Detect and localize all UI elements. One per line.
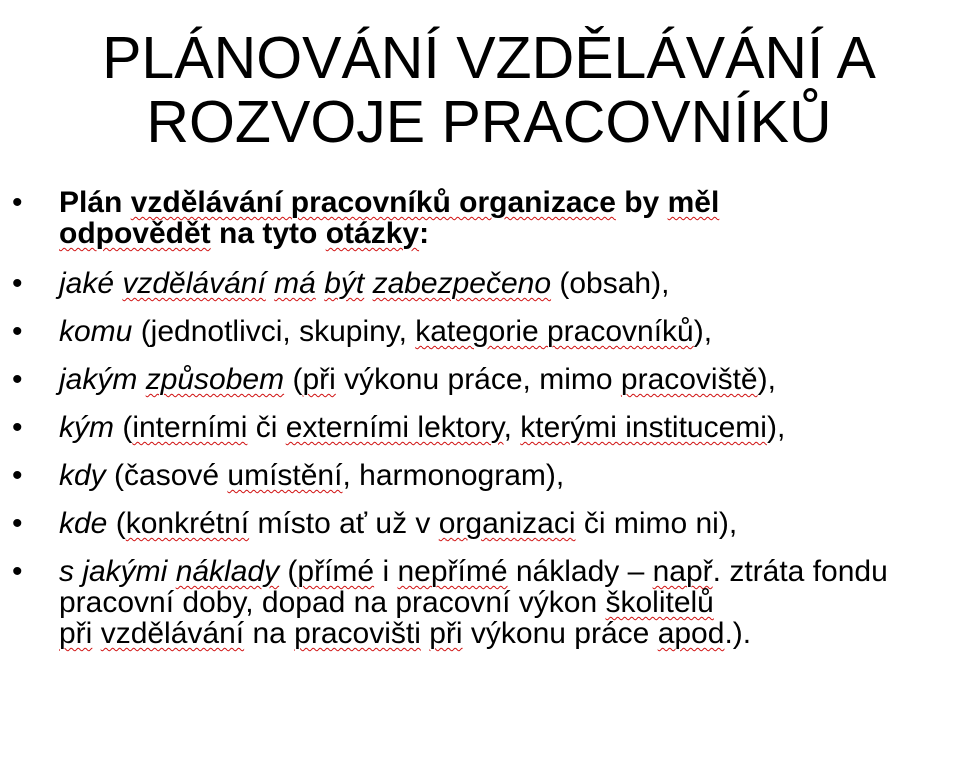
bullet-item-when: • kdy (časové umístění, harmonogram),: [12, 459, 565, 492]
bullet-item-intro: [10, 187, 968, 249]
intro-text: Plán vzdělávání pracovníků organizace by měl odpovědět na tyto otázky:: [59, 186, 720, 250]
bullet-dot: •: [12, 315, 23, 348]
bullet-list: [10, 187, 968, 666]
bullet-item-whom: • komu (jednotlivci, skupiny, kategorie pracovníků),: [12, 315, 713, 348]
bullet-dot: •: [12, 459, 23, 492]
bullet-dot: •: [12, 555, 23, 588]
bullet-dot: •: [12, 186, 23, 219]
bullet-item-method: • jakým způsobem (při výkonu práce, mimo pracoviště),: [12, 363, 776, 396]
bullet-item-by-whom: • kým (interními či externími lektory, kterými institucemi),: [12, 411, 786, 444]
bullet-item-costs: • s jakými náklady (přímé i nepřímé náklady – např. ztráta fondu pracovní doby, dopad na pracovní výkon školitelů při vzdělávání na pracovišti při výkonu práce apod.).: [12, 555, 888, 650]
bullet-item-content: • jaké vzdělávání má být zabezpečeno (obsah),: [12, 267, 670, 300]
bullet-dot: •: [12, 363, 23, 396]
bullet-dot: •: [12, 267, 23, 300]
bullet-item-where: • kde (konkrétní místo ať už v organizaci či mimo ni),: [12, 507, 738, 540]
title-line-2: ROZVOJE PRACOVNÍKŮ: [146, 89, 832, 155]
bullet-dot: •: [12, 411, 23, 444]
bullet-dot: •: [12, 507, 23, 540]
title-line-1: PLÁNOVÁNÍ VZDĚLÁVÁNÍ A: [102, 25, 876, 91]
slide-title: [20, 26, 958, 154]
